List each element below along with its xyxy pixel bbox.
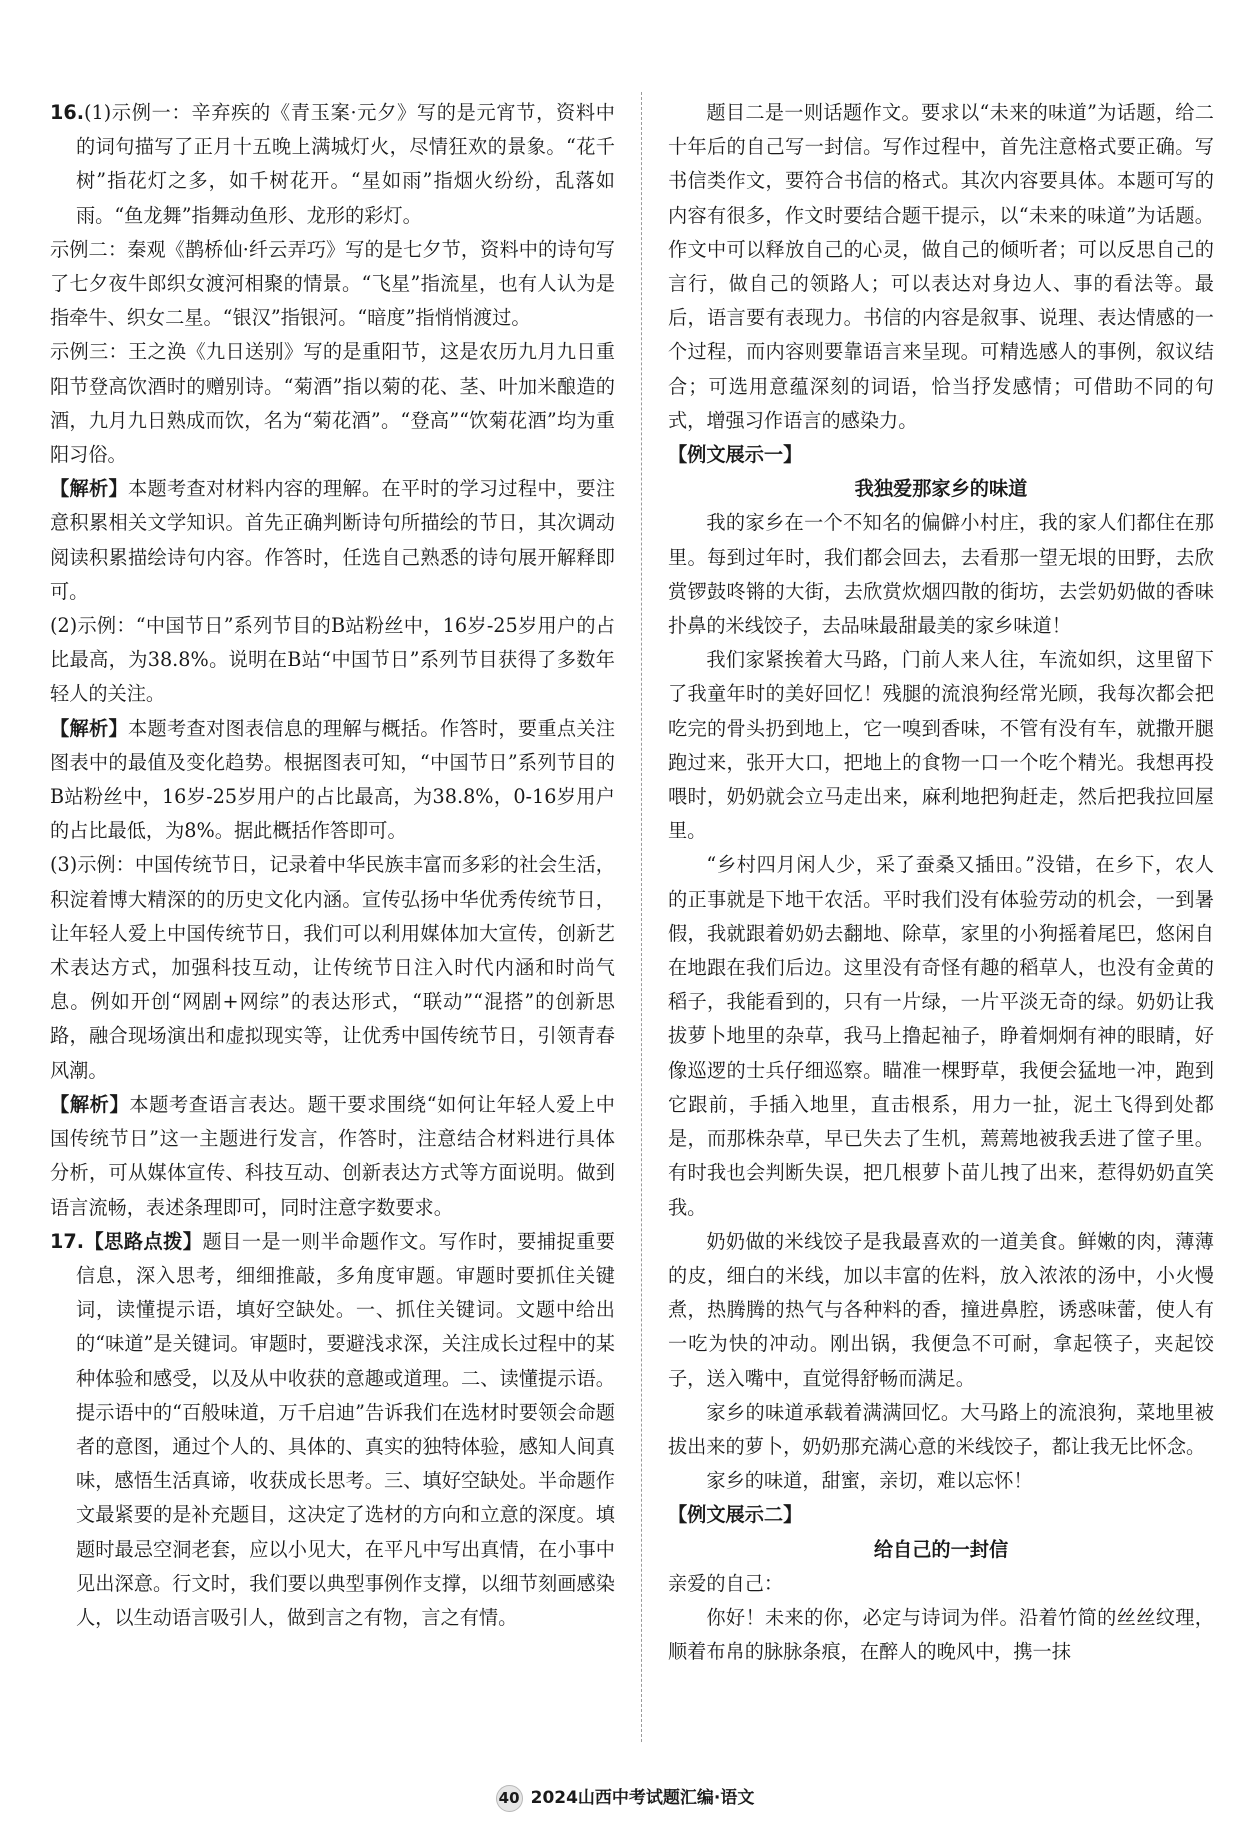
page-footer xyxy=(0,1783,1250,1812)
q16-part2: (2)示例：“中国节日”系列节目的B站粉丝中，16岁-25岁用户的占比最高，为38.8%。说明在B站“中国节日”系列节目获得了多数年轻人的关注。 xyxy=(50,614,615,706)
q16-part3: (3)示例：中国传统节日，记录着中华民族丰富而多彩的社会生活，积淀着博大精深的的历史文化内涵。宣传弘扬中华优秀传统节日，让年轻人爱上中国传统节日，我们可以利用媒体加大宣传，创新艺术表达方式，加强科技互动，让传统节日注入时代内涵和时尚气息。例如开创“网剧+网综”的表达形式，“联动”“混搭”的创新思路，融合现场演出和虚拟现实等，让优秀中国传统节日，引领青春风潮。 xyxy=(50,853,615,1082)
guidance-text: 题目一是一则半命题作文。写作时，要捕捉重要信息，深入思考，细细推敲，多角度审题。审题时要抓住关键词，读懂提示语，填好空缺处。一、抓住关键词。文题中给出的“味道”是关键词。审题时，要避浅求深，关注成长过程中的某种体验和感受，以及从中收获的意趣或道理。二、读懂提示语。提示语中的“百般味道，万千启迪”告诉我们在选材时要领会命题者的意图，通过个人的、具体的、真实的独特体验，感知人间真味，感悟生活真谛，收获成长思考。三、填好空缺处。半命题作文最紧要的是补充题目，这决定了选材的方向和立意的深度。填题时最忌空洞老套，应以小见大，在平凡中写出真情，在小事中见出深意。行文时，我们要以典型事例作支撑，以细节刻画感染人，以生动语言吸引人，做到言之有物，言之有情。 xyxy=(76,1229,616,1629)
footer-title: 2024山西中考试题汇编·语文 xyxy=(530,1788,755,1808)
essay2-paragraph: 你好！未来的你，必定与诗词为伴。沿着竹简的丝丝纹理，顺着布帛的脉脉条痕，在醉人的晚风中，携一抹 xyxy=(668,1605,1214,1664)
right-column xyxy=(668,96,1214,1669)
guidance-tag: 【思路点拨】 xyxy=(84,1229,203,1253)
essay1-paragraph: “乡村四月闲人少，采了蚕桑又插田。”没错，在乡下，农人的正事就是下地干农活。平时我们没有体验劳动的机会，一到暑假，我就跟着奶奶去翻地、除草，家里的小狗摇着尾巴，悠闲自在地跟在我们后边。这里没有奇怪有趣的稻草人，也没有金黄的稻子，我能看到的，只有一片绿，一片平淡无奇的绿。奶奶让我拔萝卜地里的杂草，我马上撸起袖子，睁着炯炯有神的眼睛，好像巡逻的士兵仔细巡察。瞄准一棵野草，我便会猛地一冲，跑到它跟前，手插入地里，直击根系，用力一扯，泥土飞得到处都是，而那株杂草，早已失去了生机，蔫蔫地被我丢进了筐子里。有时我也会判断失误，把几根萝卜苗儿拽了出来，惹得奶奶直笑我。 xyxy=(668,853,1214,1219)
page-number: 40 xyxy=(496,1785,523,1812)
essay2-title: 给自己的一封信 xyxy=(873,1537,1009,1561)
q16-analysis3 xyxy=(50,1088,615,1225)
analysis-text: 本题考查对图表信息的理解与概括。作答时，要重点关注图表中的最值及变化趋势。根据图表可知，“中国节日”系列节目的B站粉丝中，16岁-25岁用户的占比最高，为38.8%，0-16岁用户的占比最低，为8%。据此概括作答即可。 xyxy=(50,716,616,843)
essay1-paragraph: 我们家紧挨着大马路，门前人来人往，车流如织，这里留下了我童年时的美好回忆！残腿的流浪狗经常光顾，我每次都会把吃完的骨头扔到地上，它一嗅到香味，不管有没有车，就撒开腿跑过来，张开大口，把地上的食物一口一个吃个精光。我想再投喂时，奶奶就会立马走出来，麻利地把狗赶走，然后把我拉回屋里。 xyxy=(668,648,1214,843)
essay2-tag: 【例文展示二】 xyxy=(668,1503,803,1527)
q16-example3: 示例三：王之涣《九日送别》写的是重阳节，这是农历九月九日重阳节登高饮酒时的赠别诗。“菊酒”指以菊的花、茎、叶加米酿造的酒，九月九日熟成而饮，名为“菊花酒”。“登高”“饮菊花酒”均为重阳习俗。 xyxy=(50,340,615,467)
essay2-body xyxy=(668,1567,1214,1670)
essay1-paragraph: 家乡的味道承载着满满回忆。大马路上的流浪狗，菜地里被拔出来的萝卜，奶奶那充满心意的米线饺子，都让我无比怀念。 xyxy=(668,1400,1214,1458)
analysis-tag: 【解析】 xyxy=(50,1092,130,1116)
analysis-text: 本题考查语言表达。题干要求围绕“如何让年轻人爱上中国传统节日”这一主题进行发言，作答时，注意结合材料进行具体分析，可从媒体宣传、科技互动、创新表达方式等方面说明。做到语言流畅，表述条理即可，同时注意字数要求。 xyxy=(50,1092,615,1219)
essay1-paragraph: 奶奶做的米线饺子是我最喜欢的一道美食。鲜嫩的肉，薄薄的皮，细白的米线，加以丰富的佐料，放入浓浓的汤中，小火慢煮，热腾腾的热气与各种料的香，撞进鼻腔，诱惑味蕾，使人有一吃为快的冲动。刚出锅，我便急不可耐，拿起筷子，夹起饺子，送入嘴中，直觉得舒畅而满足。 xyxy=(668,1229,1214,1390)
q16-part1 xyxy=(50,96,615,233)
analysis-tag: 【解析】 xyxy=(50,477,128,501)
analysis-text: 本题考查对材料内容的理解。在平时的学习过程中，要注意积累相关文学知识。首先正确判断诗句所描绘的节日，其次调动阅读积累描绘诗句内容。作答时，任选自己熟悉的诗句展开解释即可。 xyxy=(50,477,616,603)
essay1-tag: 【例文展示一】 xyxy=(668,443,803,467)
essay1-body xyxy=(668,506,1214,1498)
analysis-tag: 【解析】 xyxy=(50,716,128,740)
essay2-salutation: 亲爱的自己： xyxy=(668,1571,784,1595)
q16-number: 16. xyxy=(50,101,84,124)
q16-analysis2 xyxy=(50,712,615,849)
q17-guidance xyxy=(50,1225,615,1635)
column-divider xyxy=(641,92,642,1742)
left-column xyxy=(50,96,615,1635)
essay1-paragraph: 家乡的味道，甜蜜，亲切，难以忘怀！ xyxy=(706,1469,1033,1493)
q17-number: 17. xyxy=(50,1229,84,1253)
essay1-title: 我独爱那家乡的味道 xyxy=(854,477,1028,501)
q17-topic2: 题目二是一则话题作文。要求以“未来的味道”为话题，给二十年后的自己写一封信。写作过程中，首先注意格式要正确。写书信类作文，要符合书信的格式。其次内容要具体。本题可写的内容有很多，作文时要结合题干提示，以“未来的味道”为话题。作文中可以释放自己的心灵，做自己的倾听者；可以反思自己的言行，做自己的领路人；可以表达对身边人、事的看法等。最后，语言要有表现力。书信的内容是叙事、说理、表达情感的一个过程，而内容则要靠语言来呈现。可精选感人的事例，叙议结合；可选用意蕴深刻的词语，恰当抒发感情；可借助不同的句式，增强习作语言的感染力。 xyxy=(668,101,1214,432)
q16-example1: (1)示例一：辛弃疾的《青玉案·元夕》写的是元宵节，资料中的词句描写了正月十五晚上满城灯火，尽情狂欢的景象。“花千树”指花灯之多，如千树花开。“星如雨”指烟火纷纷，乱落如雨。“鱼龙舞”指舞动鱼形、龙形的彩灯。 xyxy=(76,101,615,227)
essay1-paragraph: 我的家乡在一个不知名的偏僻小村庄，我的家人们都住在那里。每到过年时，我们都会回去，去看那一望无垠的田野，去欣赏锣鼓咚锵的大街，去欣赏炊烟四散的街坊，去尝奶奶做的香味扑鼻的米线饺子，去品味最甜最美的家乡味道！ xyxy=(668,511,1214,638)
q16-analysis1 xyxy=(50,472,615,609)
q16-example2: 示例二：秦观《鹊桥仙·纤云弄巧》写的是七夕节，资料中的诗句写了七夕夜牛郎织女渡河相聚的情景。“飞星”指流星，也有人认为是指牵牛、织女二星。“银汉”指银河。“暗度”指悄悄渡过。 xyxy=(50,237,615,330)
